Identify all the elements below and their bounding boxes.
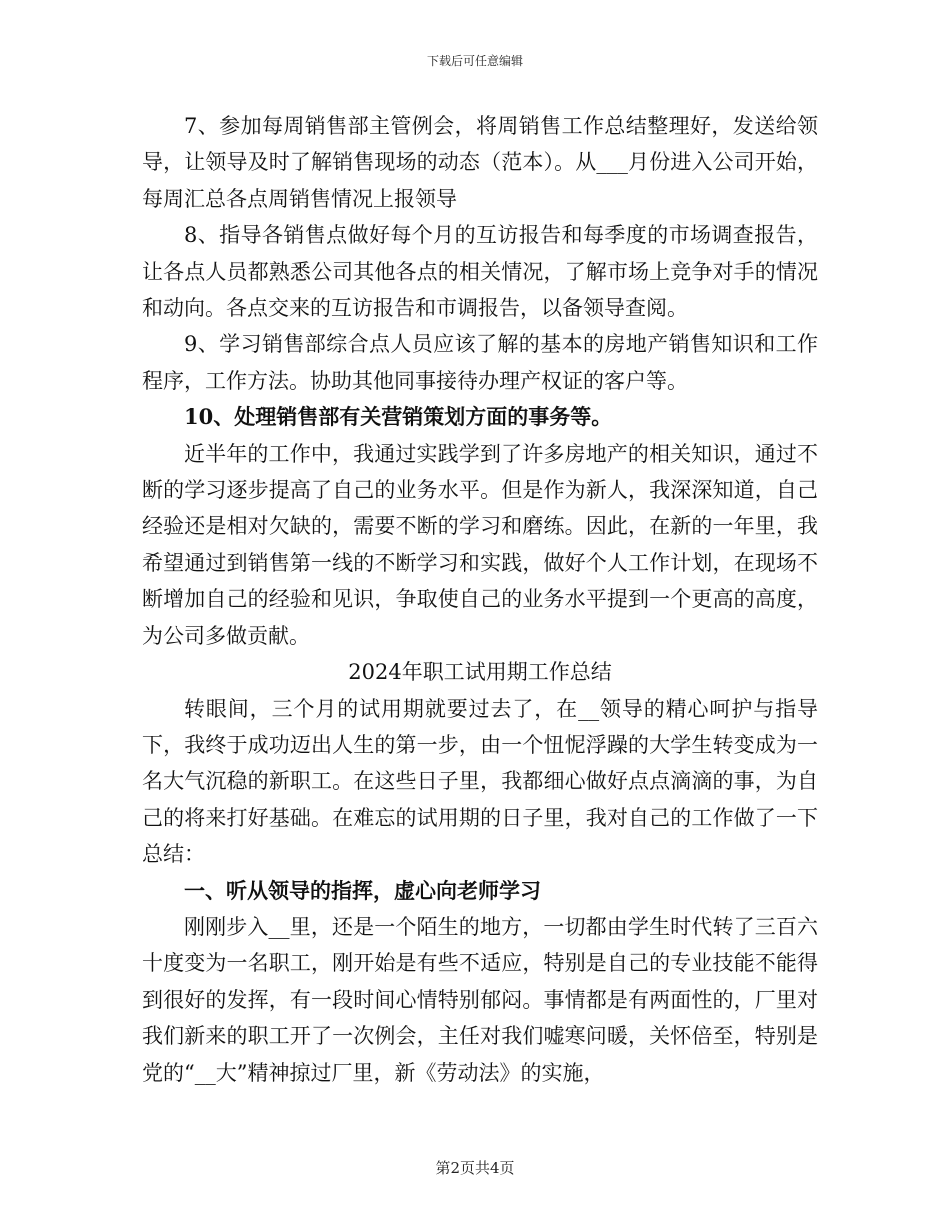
section-heading-1: 一、听从领导的指挥，虚心向老师学习 (184, 877, 541, 903)
page-header-note: 下载后可任意编辑 (426, 54, 523, 68)
document-title: 2024年职工试用期工作总结 (348, 660, 612, 685)
paragraph-item-9: 9、学习销售部综合点人员应该了解的基本的房地产销售知识和工作程序，工作方法。协助其他同事接待办理产权证的客户等。 (142, 332, 818, 393)
page-footer: 第2页共4页 (435, 1159, 515, 1177)
document-body (142, 108, 818, 1091)
paragraph-intro: 转眼间，三个月的试用期就要过去了，在__领导的精心呵护与指导下，我终于成功迈出人生的第一步，由一个忸怩浮躁的大学生转变成为一名大气沉稳的新职工。在这些日子里，我都细心做好点点滴滴的事，为自己的将来打好基础。在难忘的试用期的日子里，我对自己的工作做了一下总结： (142, 696, 818, 867)
paragraph-item-10: 10、处理销售部有关营销策划方面的事务等。 (184, 404, 613, 430)
paragraph-summary: 近半年的工作中，我通过实践学到了许多房地产的相关知识，通过不断的学习逐步提高了自己的业务水平。但是作为新人，我深深知道，自己经验还是相对欠缺的，需要不断的学习和磨练。因此，在新的一年里，我希望通过到销售第一线的不断学习和实践，做好个人工作计划，在现场不断增加自己的经验和见识，争取使自己的业务水平提到一个更高的高度，为公司多做贡献。 (142, 441, 818, 648)
paragraph-item-8: 8、指导各销售点做好每个月的互访报告和每季度的市场调查报告，让各点人员都熟悉公司其他各点的相关情况，了解市场上竞争对手的情况和动向。各点交来的互访报告和市调报告，以备领导查阅。 (142, 223, 818, 321)
paragraph-item-7: 7、参加每周销售部主管例会，将周销售工作总结整理好，发送给领导，让领导及时了解销售现场的动态（范本）。从___月份进入公司开始，每周汇总各点周销售情况上报领导 (142, 114, 818, 211)
paragraph-section-1: 刚刚步入__里，还是一个陌生的地方，一切都由学生时代转了三百六十度变为一名职工，刚开始是有些不适应，特别是自己的专业技能不能得到很好的发挥，有一段时间心情特别郁闷。事情都是有两面性的，厂里对我们新来的职工开了一次例会，主任对我们嘘寒问暖，关怀倍至，特别是党的“__大”精神掠过厂里，新《劳动法》的实施， (142, 914, 818, 1085)
